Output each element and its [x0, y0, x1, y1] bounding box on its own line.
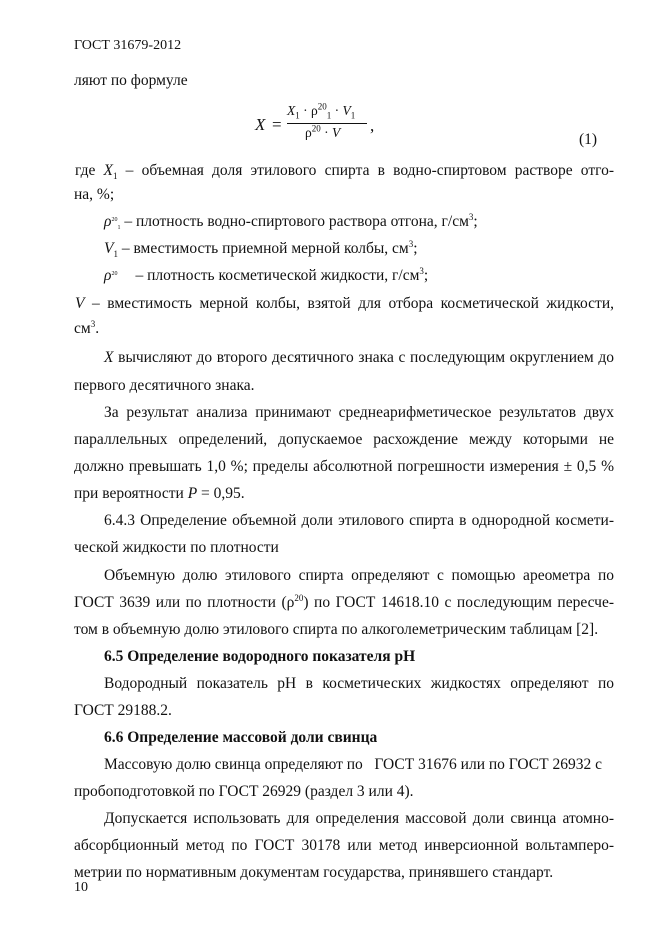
- formula-comma: ,: [370, 116, 375, 135]
- def-rho-cosmetic: $\rho^{20}$ – плотность косметической жидкости, $г/см^3$;: [104, 265, 429, 284]
- formula: [255, 103, 455, 143]
- result-line-3: должно превышать 1,0 %; пределы абсолютной погрешности измерения ± 0,5 %: [74, 458, 614, 475]
- formula-numerator: $X_1 \cdot \rho^{20}_1 \cdot V_1$: [287, 101, 356, 121]
- ph-line-2: ГОСТ 29188.2.: [74, 702, 172, 719]
- formula-lhs: X: [255, 115, 266, 134]
- result-line-2: параллельных определений, допускаемое расхождение между которыми не: [74, 431, 614, 448]
- def-v-line-1: V – вместимость мерной колбы, взятой для отбора косметической жидкости,: [75, 295, 614, 312]
- def-v1: $V_1$ – вместимость приемной мерной колбы, $см^3$;: [104, 238, 418, 260]
- lead-line-5: метрии по нормативным документам государства, принявшего стандарт.: [74, 864, 554, 881]
- round-line-2: первого десятичного знака.: [74, 377, 255, 394]
- section-66-heading: 6.6 Определение массовой доли свинца: [104, 729, 378, 746]
- where-line-2: на, %;: [74, 186, 115, 203]
- lead-line-3: Допускается использовать для определения массовой доли свинца атомно-: [104, 810, 614, 827]
- document-code: ГОСТ 31679-2012: [74, 38, 182, 53]
- formula-equals: =: [272, 115, 282, 134]
- clause-643-line-1: 6.4.3 Определение объемной доли этилового спирта в однородной космети-: [104, 512, 614, 529]
- ph-line-1: Водородный показатель рН в косметических жидкостях определяют по: [104, 675, 614, 692]
- result-line-1: За результат анализа принимают среднеарифметическое результатов двух: [104, 404, 614, 421]
- round-line-1: X вычисляют до второго десятичного знака с последующим округлением до: [104, 349, 614, 366]
- def-rho-distillate: $\rho^{20}1$ – плотность водно-спиртового раствора отгона, $г/см^3$;: [104, 211, 478, 231]
- def-v-line-2: $см^3$.: [74, 318, 100, 337]
- clause-643-line-2: ческой жидкости по плотности: [74, 539, 279, 556]
- section-65-heading: 6.5 Определение водородного показателя рН: [104, 648, 416, 665]
- density-line-1: Объемную долю этилового спирта определяют с помощью ареометра по: [104, 567, 614, 584]
- intro-text: ляют по формуле: [74, 72, 188, 89]
- lead-line-4: абсорбционный метод по ГОСТ 30178 или метод инверсионной вольтамперо-: [74, 837, 614, 854]
- density-line-3: том в объемную долю этилового спирта по алкоголеметрическим таблицам [2].: [74, 621, 599, 638]
- where-line-1: где $X_1$ – объемная доля этилового спирта в водно-спиртовом растворе отго-: [75, 162, 614, 182]
- lead-line-2: пробоподготовкой по ГОСТ 26929 (раздел 3 или 4).: [74, 783, 414, 800]
- result-line-4: при вероятности P = 0,95.: [74, 485, 245, 502]
- density-line-2: ГОСТ 3639 или по плотности $(\rho^{20})$ по ГОСТ 14618.10 с последующим пересче-: [74, 592, 615, 611]
- page-number: 10: [74, 880, 88, 895]
- lead-line-1: Массовую долю свинца определяют по ГОСТ 31676 или по ГОСТ 26932 с: [104, 756, 602, 773]
- formula-number: (1): [579, 131, 598, 148]
- formula-denominator: $\rho^{20} \cdot V$: [305, 123, 341, 140]
- fraction-bar: [287, 123, 367, 124]
